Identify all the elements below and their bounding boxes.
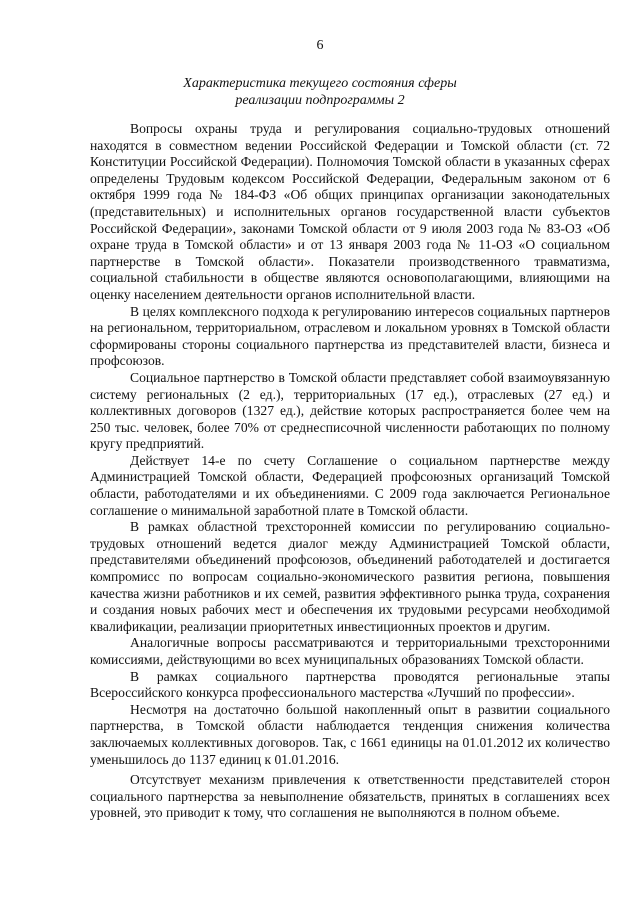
- section-heading-line-2: реализации подпрограммы 2: [235, 93, 405, 108]
- paragraph: Вопросы охраны труда и регулирования социально-трудовых отношений находятся в совместном ведении Российской Федерации и Томской области (ст. 72 Конституции Российской Федерации). Полномочия Томской области в указанных сферах определены Трудовым кодексом Российской Федерации, Федеральным законом от 6 октября 1999 года № 184-ФЗ «Об общих принципах организации законодательных (представительных) и исполнительных органов государственной власти субъектов Российской Федерации», законами Томской области от 9 июля 2003 года № 83-ОЗ «Об охране труда в Томской области» и от 13 января 2003 года № 11-ОЗ «О социальном партнерстве в Томской области». Показатели производственного травматизма, социальной стабильности в обществе являются основополагающими, влияющими на оценку населением деятельности органов исполнительной власти.: [90, 121, 610, 302]
- paragraph: В рамках областной трехсторонней комиссии по регулированию социально-трудовых отношений ведется диалог между Администрацией Томской области, представителями объединений профсоюзов, объединений работодателей и достигается компромисс по вопросам социально-экономического развития региона, повышения качества жизни работников и их семей, развития эффективного рынка труда, сохранения и создания новых рабочих мест и обеспечения их трудовыми ресурсами необходимой квалификации, реализации приоритетных инвестиционных проектов и другим.: [90, 519, 610, 634]
- paragraph: Действует 14-е по счету Соглашение о социальном партнерстве между Администрацией Томской области, Федерацией профсоюзных организаций Томской области, работодателями и их объединениями. С 2009 года заключается Региональное соглашение о минимальной заработной плате в Томской области.: [90, 452, 610, 518]
- paragraph: Несмотря на достаточно большой накопленный опыт в развитии социального партнерства, в Томской области наблюдается тенденция снижения количества заключаемых коллективных договоров. Так, с 1661 единицы на 01.01.2012 их количество уменьшилось до 1137 единиц к 01.01.2016.: [90, 701, 610, 767]
- paragraph: Аналогичные вопросы рассматриваются и территориальными трехсторонними комиссиями, действующими во всех муниципальных образованиях Томской области.: [90, 635, 610, 667]
- section-heading-line-1: Характеристика текущего состояния сферы: [183, 76, 457, 91]
- paragraph: В рамках социального партнерства проводятся региональные этапы Всероссийского конкурса профессионального мастерства «Лучший по профессии».: [90, 668, 610, 701]
- paragraph: Отсутствует механизм привлечения к ответственности представителей сторон социального партнерства за невыполнение обязательств, принятых в соглашениях всех уровней, это приводит к тому, что соглашения не выполняются в полном объеме.: [90, 772, 610, 821]
- section-heading: [0, 75, 640, 109]
- body-text: [90, 121, 610, 822]
- paragraph: В целях комплексного подхода к регулированию интересов социальных партнеров на региональном, территориальном, отраслевом и локальном уровнях в Томской области сформированы стороны социального партнерства из представителей власти, бизнеса и профсоюзов.: [90, 303, 610, 369]
- page-number: 6: [316, 38, 324, 53]
- paragraph: Социальное партнерство в Томской области представляет собой взаимоувязанную систему региональных (2 ед.), территориальных (17 ед.), отраслевых (27 ед.) и коллективных договоров (1327 ед.), действие которых распространяется более чем на 250 тыс. человек, более 70% от среднесписочной численности работающих по полному кругу предприятий.: [90, 369, 610, 452]
